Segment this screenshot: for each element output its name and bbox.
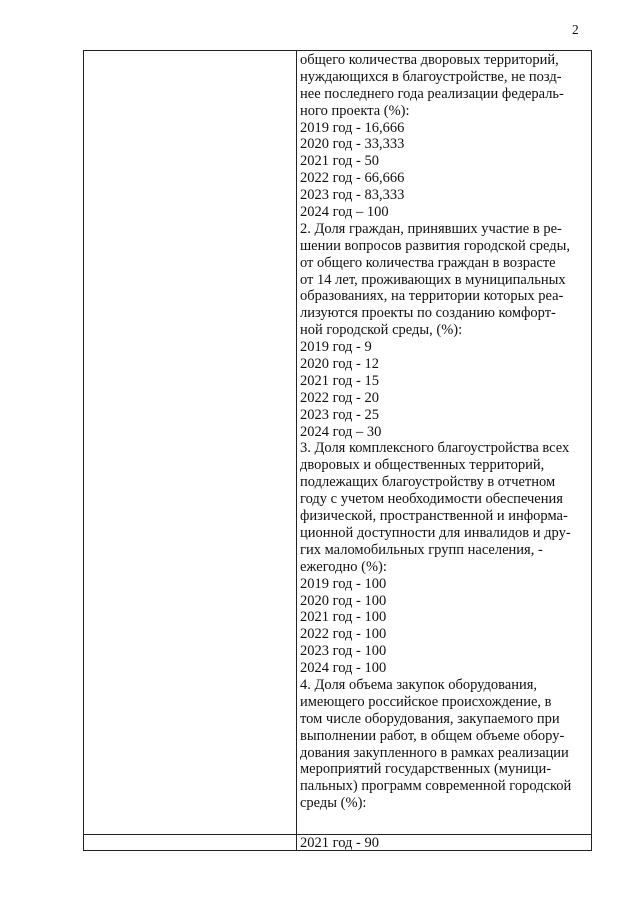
indicator-line: 2023 год - 83,333 [300,187,405,204]
indicator-line: образованиях, на территории которых реа- [300,288,564,305]
indicator-line: выполнении работ, в общем объеме обору- [300,727,565,744]
indicator-line: 2019 год - 100 [300,575,387,592]
indicator-line: нуждающихся в благоустройстве, не позд- [300,68,562,85]
last-row-cell [297,51,591,850]
indicator-line: шении вопросов развития городской среды, [300,237,571,254]
indicator-line: лизуются проекты по созданию комфорт- [300,305,556,322]
indicator-line: том числе оборудования, закупаемого при [300,710,560,727]
indicator-line: 2021 год - 15 [300,372,379,389]
indicator-line: году с учетом необходимости обеспечения [300,491,563,508]
indicator-line: 2022 год - 66,666 [300,170,405,187]
indicator-line: 4. Доля объема закупок оборудования, [300,676,538,693]
indicator-line: ежегодно (%): [300,558,387,575]
indicator-line: 2024 год - 100 [300,660,387,677]
indicator-line: подлежащих благоустройству в отчетном [300,474,556,491]
indicator-line: 2021 год - 50 [300,153,379,170]
indicator-line-last: 2021 год - 90 [300,835,379,851]
indicator-line: 2023 год - 25 [300,406,379,423]
page-number: 2 [572,22,579,37]
indicator-line: ной городской среды, (%): [300,322,463,339]
indicator-line: общего количества дворовых территорий, [300,52,559,68]
indicator-line: от 14 лет, проживающих в муниципальных [300,271,566,288]
indicator-line: мероприятий государственных (муници- [300,761,552,778]
table-left-column [84,51,297,850]
indicator-line: 2024 год – 100 [300,204,389,221]
indicator-line: 2022 год - 100 [300,626,387,643]
indicator-line: нее последнего года реализации федераль- [300,85,564,102]
indicator-line: от общего количества граждан в возрасте [300,254,556,271]
indicator-line: 3. Доля комплексного благоустройства всех [300,440,570,457]
indicator-line: ционной доступности для инвалидов и дру- [300,524,571,541]
indicator-line: дования закупленного в рамках реализации [300,744,569,761]
indicator-line: физической, пространственной и информа- [300,508,568,525]
indicator-line: 2. Доля граждан, принявших участие в ре- [300,220,562,237]
indicator-line: среды (%): [300,795,367,812]
indicator-line: 2020 год - 33,333 [300,136,405,153]
indicator-line: 2024 год – 30 [300,423,382,440]
indicator-line: 2019 год - 16,666 [300,119,405,136]
indicator-line: ного проекта (%): [300,102,410,119]
indicator-line: 2023 год - 100 [300,643,387,660]
indicator-line: 2019 год - 9 [300,339,372,356]
indicator-line: пальных) программ современной городской [300,778,572,795]
indicator-line: 2021 год - 100 [300,609,387,626]
indicator-line: 2022 год - 20 [300,389,379,406]
program-indicators-table [83,50,592,851]
indicator-line: имеющего российское происхождение, в [300,693,552,710]
indicator-line: гих маломобильных групп населения, - [300,541,543,558]
indicator-line: 2020 год - 100 [300,592,387,609]
indicator-line: 2020 год - 12 [300,356,379,373]
indicator-line: дворовых и общественных территорий, [300,457,545,474]
